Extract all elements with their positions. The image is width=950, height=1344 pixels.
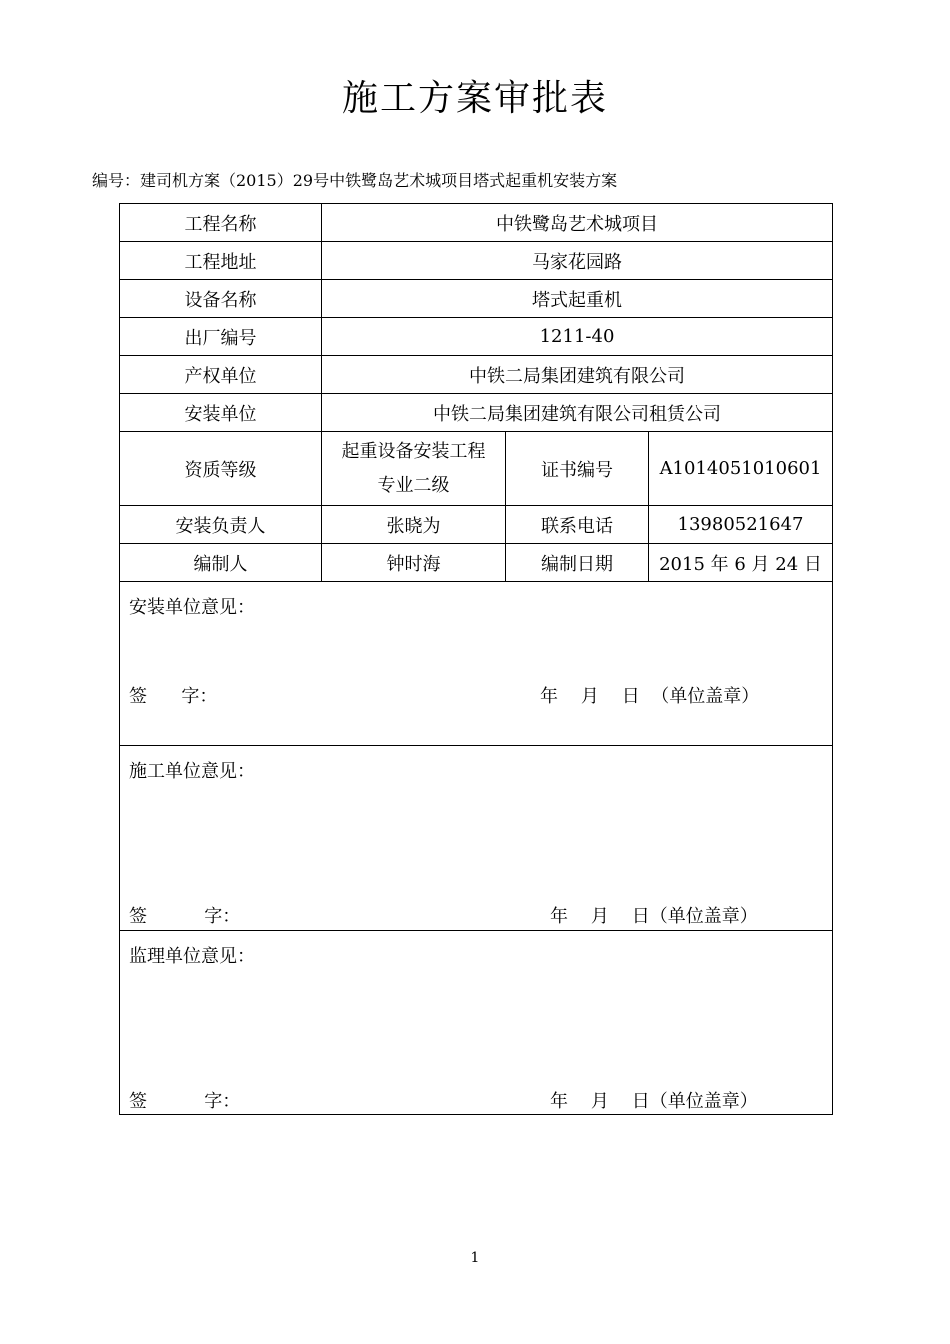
label-compile-date: 编制日期 (506, 544, 649, 582)
value-phone: 13980521647 (649, 506, 833, 544)
value-compiler: 钟时海 (322, 544, 506, 582)
label-install-unit: 安装单位 (120, 394, 322, 432)
table-row (120, 394, 833, 432)
install-unit-opinion-box (120, 582, 833, 746)
table-row (120, 931, 833, 1115)
construction-unit-date-label: 年 月 日（单位盖章） (550, 906, 758, 927)
value-project-name: 中铁鹭岛艺术城项目 (322, 204, 833, 242)
label-qualification: 资质等级 (120, 432, 322, 506)
approval-form-table (119, 203, 833, 1115)
table-row (120, 582, 833, 746)
install-unit-opinion-label: 安装单位意见： (129, 597, 255, 618)
label-project-address: 工程地址 (120, 242, 322, 280)
value-install-leader: 张晓为 (322, 506, 506, 544)
supervision-unit-sign-label: 签 字： (129, 1091, 241, 1112)
value-qualification (322, 432, 506, 506)
table-row (120, 746, 833, 931)
label-cert-number: 证书编号 (506, 432, 649, 506)
label-property-owner: 产权单位 (120, 356, 322, 394)
page-title: 施工方案审批表 (341, 78, 608, 119)
label-factory-number: 出厂编号 (120, 318, 322, 356)
label-compiler: 编制人 (120, 544, 322, 582)
construction-unit-opinion-box (120, 746, 833, 931)
supervision-unit-date-label: 年 月 日（单位盖章） (550, 1091, 758, 1112)
value-install-unit: 中铁二局集团建筑有限公司租赁公司 (322, 394, 833, 432)
value-compile-date: 2015 年 6 月 24 日 (649, 544, 833, 582)
qualification-line-1: 起重设备安装工程 (341, 440, 486, 462)
label-phone: 联系电话 (506, 506, 649, 544)
supervision-unit-opinion-label: 监理单位意见： (129, 946, 255, 967)
table-row (120, 544, 833, 582)
construction-unit-sign-label: 签 字： (129, 906, 241, 927)
table-row (120, 432, 833, 506)
value-equipment-name: 塔式起重机 (322, 280, 833, 318)
value-property-owner: 中铁二局集团建筑有限公司 (322, 356, 833, 394)
table-row (120, 280, 833, 318)
table-row (120, 204, 833, 242)
label-equipment-name: 设备名称 (120, 280, 322, 318)
install-unit-date-label: 年 月 日 （单位盖章） (540, 686, 760, 707)
table-row (120, 242, 833, 280)
supervision-unit-opinion-box (120, 931, 833, 1115)
table-row (120, 506, 833, 544)
table-row (120, 356, 833, 394)
label-project-name: 工程名称 (120, 204, 322, 242)
install-unit-sign-label: 签 字： (129, 686, 218, 707)
serial-number-line: 编号：建司机方案（2015）29号中铁鹭岛艺术城项目塔式起重机安装方案 (92, 171, 618, 190)
qualification-line-2: 专业二级 (377, 474, 450, 496)
page-number: 1 (470, 1250, 480, 1266)
table-row (120, 318, 833, 356)
value-cert-number: A1014051010601 (649, 432, 833, 506)
label-install-leader: 安装负责人 (120, 506, 322, 544)
value-project-address: 马家花园路 (322, 242, 833, 280)
value-factory-number: 1211-40 (322, 318, 833, 356)
construction-unit-opinion-label: 施工单位意见： (129, 761, 255, 782)
